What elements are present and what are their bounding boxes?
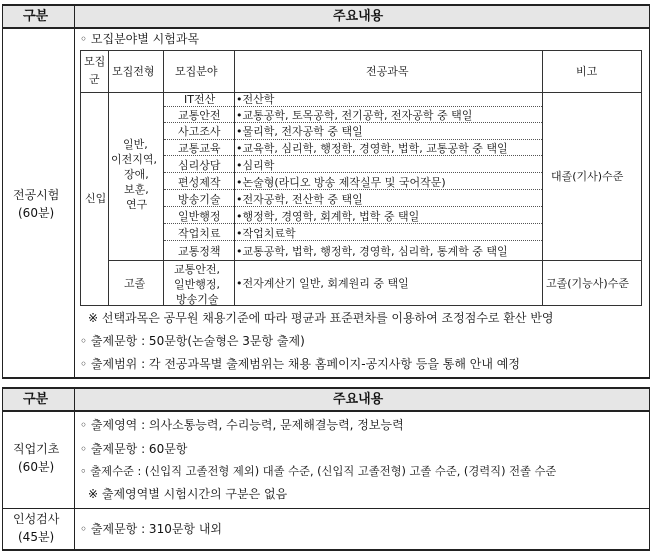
inner-header-note: 비고 <box>576 65 598 78</box>
subjects-cell: •교통공학, 법학, 행정학, 경영학, 심리학, 통계학 중 택일 <box>236 245 508 258</box>
category-major-exam-duration: (60분) <box>18 206 55 220</box>
table1-header-row <box>2 4 650 27</box>
job-note: ※ 출제영역별 시험시간의 구분은 없음 <box>88 487 288 501</box>
table2-row-divider <box>2 508 650 509</box>
type-general-1: 일반, <box>123 138 148 151</box>
field-cell: 사고조사 <box>178 125 221 138</box>
table1-header-category: 구분 <box>23 9 49 24</box>
subjects-table-hs-separator <box>108 260 642 261</box>
job-count: ◦ 출제문항 : 60문항 <box>80 442 188 456</box>
category-job-basics: 직업기초 <box>13 442 60 456</box>
field-cell: 일반행정 <box>178 210 221 223</box>
subjects-cell: •교육학, 심리학, 행정학, 경영학, 법학, 교통공학 중 택일 <box>236 142 508 155</box>
table2-bottom-border <box>2 549 650 551</box>
table1-bottom-border <box>2 377 650 379</box>
subjects-cell: •물리학, 전자공학 중 택일 <box>236 125 363 138</box>
category-personality-duration: (45분) <box>18 530 55 544</box>
category-job-basics-duration: (60분) <box>18 460 55 474</box>
field-cell: 작업치료 <box>178 227 221 240</box>
hs-field-2: 일반행정, <box>174 278 221 291</box>
type-general-4: 보훈, <box>124 183 149 196</box>
major-exam-scope: ◦ 출제범위 : 각 전공과목별 출제범위는 채용 홈페이지-공지사항 등을 통해 안내 예정 <box>80 357 520 371</box>
subjects-cell: •심리학 <box>236 159 275 172</box>
subjects-table-vline-4 <box>542 50 543 306</box>
subjects-cell: •행정학, 경영학, 회계학, 법학 중 택일 <box>236 210 420 223</box>
note-general: 대졸(기사)수준 <box>551 170 624 183</box>
type-general-3: 장애, <box>124 168 149 181</box>
hs-type: 고졸 <box>124 277 146 290</box>
table1-column-divider <box>74 4 75 379</box>
table1-header-bottom-border <box>2 27 650 29</box>
category-major-exam: 전공시험 <box>13 188 60 202</box>
inner-header-subjects: 전공과목 <box>366 65 409 78</box>
subjects-table-vline-1 <box>108 50 109 306</box>
table2-column-divider <box>74 387 75 551</box>
job-area: ◦ 출제영역 : 의사소통능력, 수리능력, 문제해결능력, 정보능력 <box>80 418 404 432</box>
subjects-table-header-bottom <box>80 92 642 93</box>
table2-header-content: 주요내용 <box>333 392 384 407</box>
inner-header-field: 모집분야 <box>175 65 218 78</box>
table1-top-border <box>2 4 650 6</box>
hs-field-1: 교통안전, <box>174 263 221 276</box>
subjects-cell: •전산학 <box>236 93 275 106</box>
field-cell: 교통교육 <box>178 142 221 155</box>
table1-left-border <box>2 4 3 379</box>
subjects-cell: •작업치료학 <box>236 227 296 240</box>
subjects-cell: •전자공학, 전산학 중 택일 <box>236 193 363 206</box>
table2-header-category: 구분 <box>23 392 49 407</box>
table2-left-border <box>2 387 3 551</box>
recruit-subjects-heading: ◦ 모집분야별 시험과목 <box>80 32 200 46</box>
table1-right-border <box>649 4 650 379</box>
category-personality: 인성검사 <box>13 512 60 526</box>
field-cell: 편성제작 <box>178 176 221 189</box>
type-general-5: 연구 <box>126 198 148 211</box>
inner-header-group-2: 군 <box>89 73 100 86</box>
job-level: ◦ 출제수준 : (신입직 고졸전형 제외) 대졸 수준, (신입직 고졸전형) 고졸 수준, (경력직) 전졸 수준 <box>80 465 557 478</box>
subjects-cell: •논술형(라디오 방송 제작실무 및 국어작문) <box>236 176 446 189</box>
major-question-count: ◦ 출제문항 : 50문항(논술형은 3문항 출제) <box>80 334 305 348</box>
table2-right-border <box>649 387 650 551</box>
table1-header-content: 주요내용 <box>333 9 384 24</box>
hs-subjects: •전자계산기 일반, 회계원리 중 택일 <box>236 277 409 290</box>
footnote-adjusted-score: ※ 선택과목은 공무원 채용기준에 따라 평균과 표준편차를 이용하여 조정점수로 환산 반영 <box>88 311 554 325</box>
hs-note: 고졸(기능사)수준 <box>546 277 629 290</box>
inner-header-type: 모집전형 <box>112 65 155 78</box>
type-general-2: 이전지역, <box>111 153 158 166</box>
table2-header-row <box>2 387 650 410</box>
field-cell: 교통정책 <box>178 245 221 258</box>
field-cell: 교통안전 <box>178 109 221 122</box>
field-cell: 방송기술 <box>178 193 221 206</box>
hs-field-3: 방송기술 <box>176 293 219 306</box>
group-shinip: 신입 <box>85 192 107 205</box>
row-separator <box>164 94 542 107</box>
subjects-cell: •교통공학, 토목공학, 전기공학, 전자공학 중 택일 <box>236 109 473 122</box>
field-cell: 심리상담 <box>178 159 221 172</box>
field-cell: IT전산 <box>184 93 216 106</box>
table2-header-bottom-border <box>2 410 650 412</box>
inner-header-group: 모집 <box>84 55 106 68</box>
personality-count: ◦ 출제문항 : 310문항 내외 <box>80 522 223 536</box>
table2-top-border <box>2 387 650 389</box>
